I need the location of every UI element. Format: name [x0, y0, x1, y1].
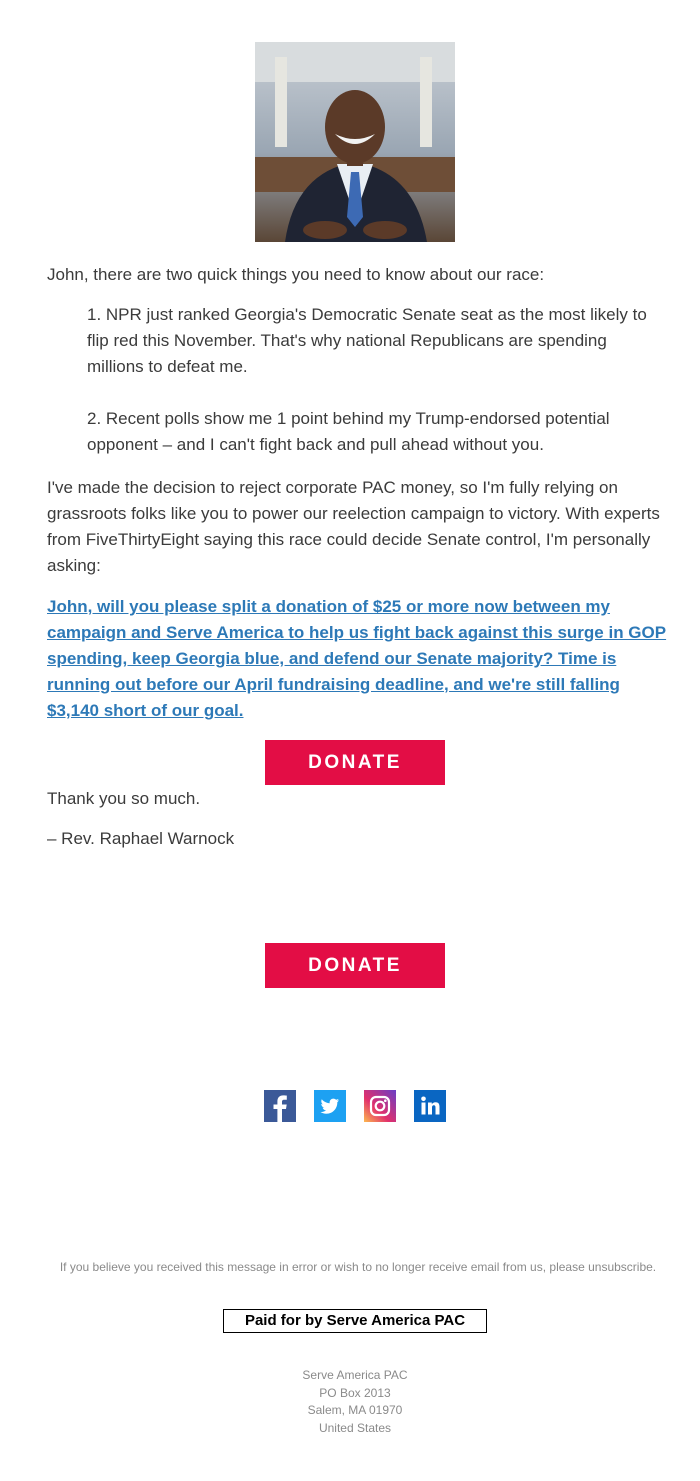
- donation-ask-link[interactable]: John, will you please split a donation of $25 or more now between my campaign and Serve America to help us fight back against this surge in GOP spending, keep Georgia blue, and defend our Senate majority? Time is running out before our April fundraising deadline, and we're still falling $3,140 short of our goal.: [47, 597, 667, 720]
- list-item: 2. Recent polls show me 1 point behind my Trump-endorsed potential opponent – and I can't fight back and pull ahead without you.: [87, 409, 610, 454]
- key-points-list: [87, 302, 667, 484]
- mailing-address: [0, 1367, 700, 1437]
- twitter-icon[interactable]: [314, 1090, 346, 1122]
- list-item: 1. NPR just ranked Georgia's Democratic Senate seat as the most likely to flip red this November. That's why national Republicans are spending millions to defeat me.: [87, 305, 647, 376]
- signature: – Rev. Raphael Warnock: [47, 829, 235, 848]
- unsubscribe-notice[interactable]: If you believe you received this message in error or wish to no longer receive email from us, please unsubscribe.: [59, 1260, 657, 1274]
- address-line: Salem, MA 01970: [307, 1403, 403, 1417]
- body-paragraph: I've made the decision to reject corporate PAC money, so I'm fully relying on grassroots folks like you to power our reelection campaign to victory. With experts from FiveThirtyEight saying this race could decide Senate control, I'm personally asking:: [47, 478, 660, 575]
- linkedin-icon[interactable]: [414, 1090, 446, 1122]
- paid-for-disclaimer: Paid for by Serve America PAC: [223, 1309, 487, 1333]
- intro-text: John, there are two quick things you need to know about our race:: [47, 265, 545, 284]
- facebook-icon[interactable]: [264, 1090, 296, 1122]
- thanks-text: Thank you so much.: [47, 789, 201, 808]
- address-line: United States: [318, 1420, 392, 1435]
- donate-button[interactable]: DONATE: [265, 740, 445, 785]
- instagram-icon[interactable]: [364, 1090, 396, 1122]
- candidate-photo: [255, 42, 455, 242]
- address-line: PO Box 2013: [319, 1385, 391, 1400]
- donate-button-secondary[interactable]: DONATE: [265, 943, 445, 988]
- address-line: Serve America PAC: [302, 1368, 408, 1382]
